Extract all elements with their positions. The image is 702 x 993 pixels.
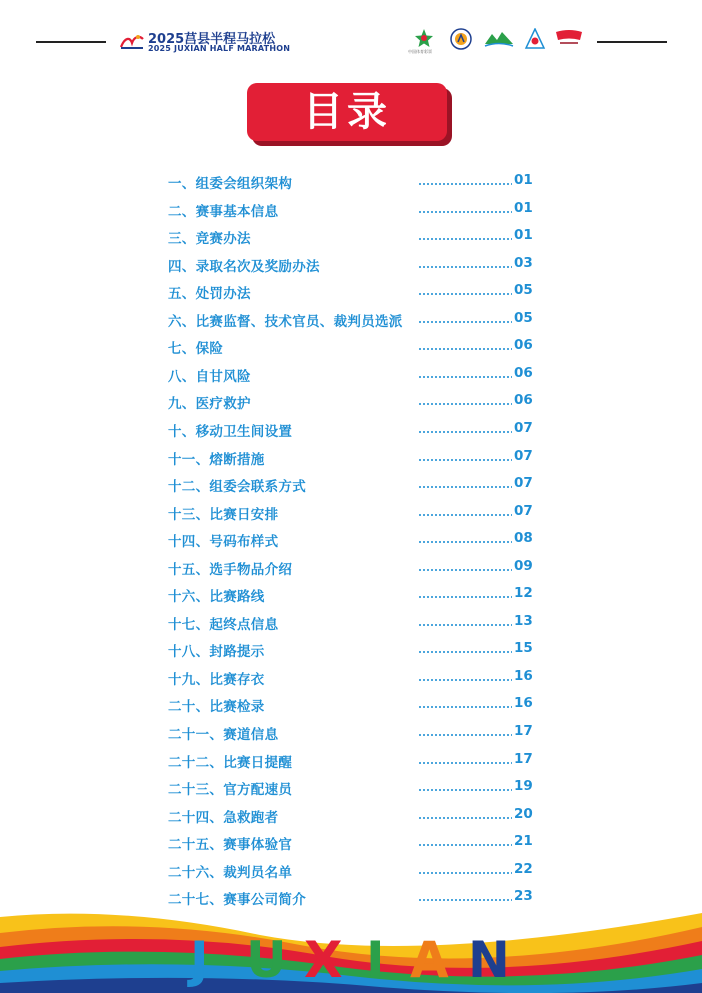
toc-row[interactable] bbox=[0, 526, 702, 552]
toc-page-number: 07 bbox=[514, 475, 533, 492]
toc-page-number: 07 bbox=[514, 419, 533, 436]
toc-label: 二十一、赛道信息 bbox=[168, 727, 279, 743]
toc-leader-dots bbox=[418, 431, 512, 433]
toc-leader-dots bbox=[418, 679, 512, 681]
toc-row[interactable] bbox=[0, 251, 702, 277]
toc-page-number: 17 bbox=[514, 750, 533, 767]
toc-page-number: 20 bbox=[514, 805, 533, 822]
footer-letter: N bbox=[468, 931, 510, 989]
toc-page-number: 08 bbox=[514, 530, 533, 547]
toc-page-number: 13 bbox=[514, 612, 533, 629]
toc-label: 四、录取名次及奖励办法 bbox=[168, 258, 320, 275]
toc-page-number: 01 bbox=[514, 227, 533, 244]
toc-row[interactable] bbox=[0, 306, 702, 332]
toc-page-number: 21 bbox=[514, 833, 533, 850]
toc-label: 二十四、急救跑者 bbox=[168, 809, 279, 826]
toc-row[interactable] bbox=[0, 499, 702, 525]
badge-icon bbox=[450, 28, 472, 50]
toc-row[interactable] bbox=[0, 691, 702, 717]
toc-page-number: 19 bbox=[514, 778, 533, 795]
toc-leader-dots bbox=[418, 651, 512, 653]
toc-page-number: 05 bbox=[514, 282, 533, 299]
toc-page-number: 16 bbox=[514, 695, 533, 712]
toc-label: 十四、号码布样式 bbox=[168, 534, 279, 551]
toc-leader-dots bbox=[418, 899, 512, 901]
toc-row[interactable] bbox=[0, 802, 702, 828]
toc-label: 十五、选手物品介绍 bbox=[168, 561, 293, 578]
toc-leader-dots bbox=[418, 293, 512, 295]
toc-leader-dots bbox=[418, 596, 512, 598]
toc-label: 七、保险 bbox=[168, 341, 224, 358]
red-brand-logo bbox=[554, 28, 584, 52]
toc-label: 十、移动卫生间设置 bbox=[168, 423, 293, 440]
athletics-association-logo bbox=[450, 28, 472, 54]
toc-row[interactable] bbox=[0, 196, 702, 222]
footer-decoration bbox=[0, 905, 702, 993]
toc-label: 十二、组委会联系方式 bbox=[168, 479, 306, 496]
toc-page-number: 07 bbox=[514, 502, 533, 519]
toc-leader-dots bbox=[418, 183, 512, 185]
footer-letter: J bbox=[190, 931, 209, 989]
toc-leader-dots bbox=[418, 624, 512, 626]
toc-row[interactable] bbox=[0, 636, 702, 662]
toc-page-number: 16 bbox=[514, 667, 533, 684]
toc-row[interactable] bbox=[0, 554, 702, 580]
toc-row[interactable] bbox=[0, 664, 702, 690]
juxian-emblem-logo bbox=[524, 28, 546, 54]
toc-leader-dots bbox=[418, 762, 512, 764]
toc-label: 十三、比赛日安排 bbox=[168, 506, 279, 523]
toc-row[interactable] bbox=[0, 278, 702, 304]
toc-row[interactable] bbox=[0, 416, 702, 442]
toc-label: 二十七、赛事公司简介 bbox=[168, 892, 306, 909]
toc-row[interactable] bbox=[0, 168, 702, 194]
toc-row[interactable] bbox=[0, 444, 702, 470]
landscape-brand-logo bbox=[484, 28, 514, 52]
toc-row[interactable] bbox=[0, 333, 702, 359]
header-rule-right bbox=[597, 41, 667, 43]
toc-row[interactable] bbox=[0, 719, 702, 745]
toc-row[interactable] bbox=[0, 774, 702, 800]
toc-leader-dots bbox=[418, 541, 512, 543]
toc-label: 二十五、赛事体验官 bbox=[168, 837, 293, 854]
brand-subtitle: 2025 JUXIAN HALF MARATHON bbox=[148, 44, 291, 53]
toc-row[interactable] bbox=[0, 388, 702, 414]
toc-leader-dots bbox=[418, 403, 512, 405]
toc-label: 二十六、裁判员名单 bbox=[168, 864, 293, 881]
toc-leader-dots bbox=[418, 789, 512, 791]
toc-leader-dots bbox=[418, 872, 512, 874]
page-title bbox=[247, 83, 453, 149]
toc-label: 二十、比赛检录 bbox=[168, 699, 265, 716]
toc-leader-dots bbox=[418, 734, 512, 736]
mountain-icon bbox=[484, 28, 514, 48]
toc-page-number: 17 bbox=[514, 723, 533, 739]
toc-page-number: 03 bbox=[514, 254, 533, 271]
star-icon bbox=[414, 28, 434, 48]
toc-leader-dots bbox=[418, 459, 512, 461]
juxian-wordmark bbox=[190, 931, 520, 989]
toc-page-number: 06 bbox=[514, 337, 533, 354]
toc-row[interactable] bbox=[0, 747, 702, 773]
emblem-icon bbox=[524, 28, 546, 50]
toc-label: 二十二、比赛日提醒 bbox=[168, 754, 293, 771]
footer-letter: I bbox=[366, 931, 385, 989]
toc-page-number: 09 bbox=[514, 557, 533, 574]
toc-label: 十七、起终点信息 bbox=[168, 616, 279, 633]
toc-row[interactable] bbox=[0, 361, 702, 387]
toc-row[interactable] bbox=[0, 829, 702, 855]
toc-page-number: 05 bbox=[514, 309, 533, 326]
toc-leader-dots bbox=[418, 844, 512, 846]
toc-row[interactable] bbox=[0, 471, 702, 497]
brand-title: 2025莒县半程马拉松 bbox=[148, 32, 276, 47]
toc-page-number: 23 bbox=[514, 888, 533, 905]
toc-label: 八、自甘风险 bbox=[168, 368, 251, 385]
red-ribbon-icon bbox=[554, 28, 584, 48]
sponsor-caption: 中国体育彩票 bbox=[408, 49, 432, 54]
toc-leader-dots bbox=[418, 569, 512, 571]
toc-label: 五、处罚办法 bbox=[168, 286, 251, 303]
toc-leader-dots bbox=[418, 817, 512, 819]
toc-row[interactable] bbox=[0, 609, 702, 635]
toc-page-number: 15 bbox=[514, 640, 533, 657]
toc-page-number: 01 bbox=[514, 172, 533, 188]
footer-letter: X bbox=[304, 931, 343, 989]
toc-page-number: 06 bbox=[514, 364, 533, 381]
toc-label: 六、比赛监督、技术官员、裁判员选派 bbox=[168, 313, 403, 330]
toc-page-number: 22 bbox=[514, 860, 533, 877]
toc-label: 二、赛事基本信息 bbox=[168, 203, 279, 220]
toc-page-number: 06 bbox=[514, 392, 533, 409]
toc-leader-dots bbox=[418, 348, 512, 350]
footer-letter: U bbox=[246, 931, 287, 989]
toc-label: 一、组委会组织架构 bbox=[168, 176, 293, 192]
header-rule-left bbox=[36, 41, 106, 43]
sports-lottery-logo bbox=[408, 28, 434, 54]
toc-leader-dots bbox=[418, 238, 512, 240]
toc-label: 十八、封路提示 bbox=[168, 644, 265, 661]
toc-leader-dots bbox=[418, 211, 512, 213]
toc-label: 三、竞赛办法 bbox=[168, 231, 251, 248]
toc-row[interactable] bbox=[0, 223, 702, 249]
toc-row[interactable] bbox=[0, 857, 702, 883]
toc-label: 十一、熔断措施 bbox=[168, 451, 265, 468]
toc-label: 二十三、官方配速员 bbox=[168, 782, 293, 799]
toc-leader-dots bbox=[418, 266, 512, 268]
toc-leader-dots bbox=[418, 321, 512, 323]
toc-page-number: 12 bbox=[514, 585, 533, 602]
toc-label: 十六、比赛路线 bbox=[168, 589, 265, 606]
footer-letter: A bbox=[410, 931, 449, 989]
page-header bbox=[0, 0, 702, 70]
toc-page-number: 01 bbox=[514, 199, 533, 216]
sponsor-logos bbox=[408, 28, 592, 58]
toc-label: 九、医疗救护 bbox=[168, 396, 251, 413]
toc-leader-dots bbox=[418, 706, 512, 708]
toc-page-number: 07 bbox=[514, 447, 533, 464]
title-text: 目录 bbox=[303, 89, 391, 135]
toc-leader-dots bbox=[418, 376, 512, 378]
event-logo-icon bbox=[120, 33, 144, 49]
toc-row[interactable] bbox=[0, 581, 702, 607]
toc-leader-dots bbox=[418, 514, 512, 516]
toc-label: 十九、比赛存衣 bbox=[168, 671, 265, 688]
toc-leader-dots bbox=[418, 486, 512, 488]
